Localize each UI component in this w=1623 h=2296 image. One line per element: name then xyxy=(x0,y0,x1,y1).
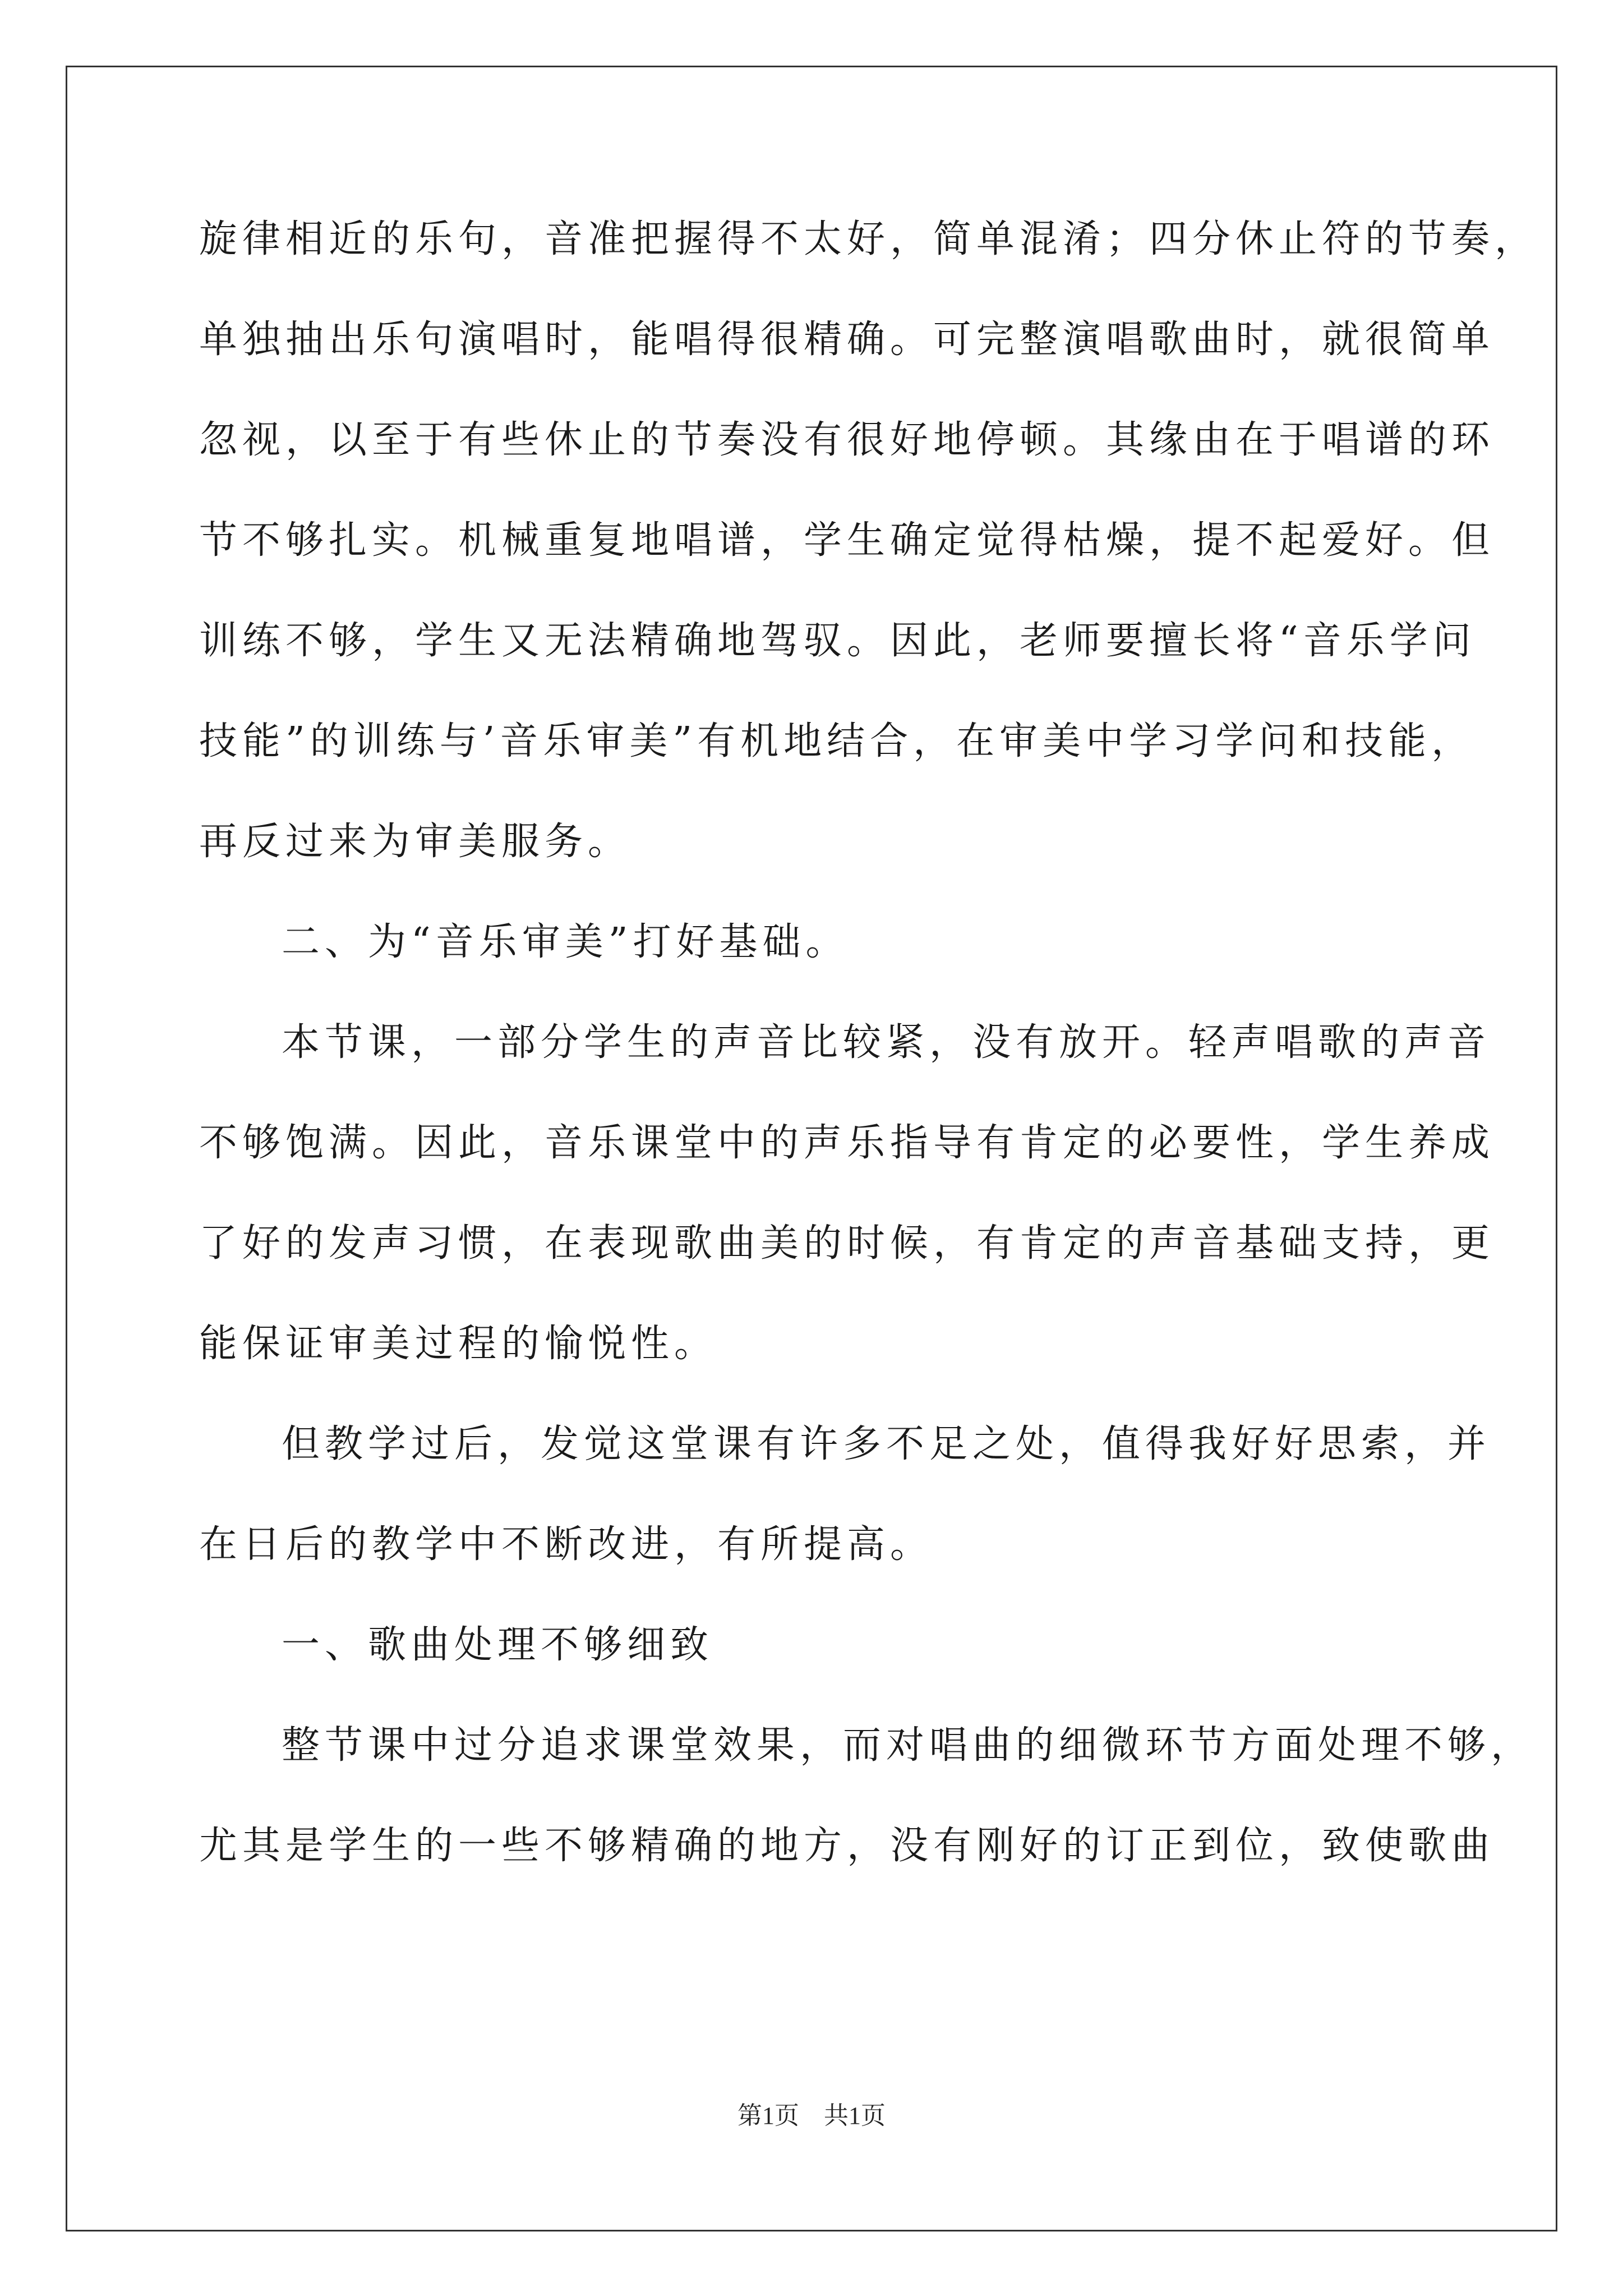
page-number: 第1页 共1页 xyxy=(737,2102,886,2129)
text-line: 但教学过后，发觉这堂课有许多不足之处，值得我好好思索，并 xyxy=(282,1422,1491,1466)
text-line: 再反过来为审美服务。 xyxy=(199,820,631,864)
text-line: 旋律相近的乐句，音准把握得不太好，简单混淆；四分休止符的节奏， xyxy=(199,217,1538,261)
section-heading: 一、歌曲处理不够细致 xyxy=(282,1623,714,1667)
text-line: 尤其是学生的一些不够精确的地方，没有刚好的订正到位，致使歌曲 xyxy=(199,1824,1495,1868)
text-line: 本节课，一部分学生的声音比较紧，没有放开。轻声唱歌的声音 xyxy=(282,1020,1491,1065)
section-heading: 二、为“音乐审美”打好基础。 xyxy=(282,920,849,964)
text-line: 技能”的训练与’音乐审美”有机地结合，在审美中学习学问和技能， xyxy=(199,719,1475,763)
text-line: 忽视，以至于有些休止的节奏没有很好地停顿。其缘由在于唱谱的环 xyxy=(199,418,1495,462)
document-body xyxy=(199,215,1538,1922)
text-line: 不够饱满。因此，音乐课堂中的声乐指导有肯定的必要性，学生养成 xyxy=(199,1121,1495,1165)
text-line: 在日后的教学中不断改进，有所提高。 xyxy=(199,1522,934,1567)
text-line: 能保证审美过程的愉悦性。 xyxy=(199,1322,718,1366)
text-line: 了好的发声习惯，在表现歌曲美的时候，有肯定的声音基础支持，更 xyxy=(199,1221,1495,1266)
text-line: 整节课中过分追求课堂效果，而对唱曲的细微环节方面处理不够， xyxy=(282,1723,1534,1768)
text-line: 单独抽出乐句演唱时，能唱得很精确。可完整演唱歌曲时，就很简单 xyxy=(199,318,1495,362)
text-line: 节不够扎实。机械重复地唱谱，学生确定觉得枯燥，提不起爱好。但 xyxy=(199,518,1495,563)
text-line: 训练不够，学生又无法精确地驾驭。因此，老师要擅长将“音乐学问 xyxy=(199,619,1476,663)
